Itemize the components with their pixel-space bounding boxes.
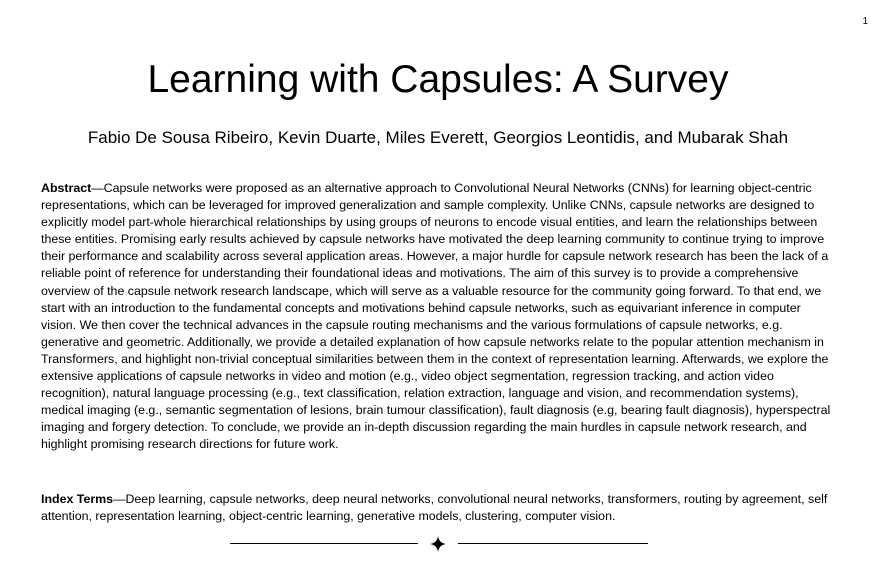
index-terms-label: Index Terms	[41, 492, 114, 506]
section-divider	[230, 534, 648, 554]
author-list: Fabio De Sousa Ribeiro, Kevin Duarte, Miles Everett, Georgios Leontidis, and Mubarak Shah	[87, 128, 789, 147]
index-terms-paragraph	[41, 491, 834, 525]
diamond-ornament-icon	[428, 534, 448, 554]
abstract-paragraph	[41, 180, 834, 454]
abstract-label: Abstract	[41, 181, 92, 195]
page-number: 1	[862, 16, 868, 27]
divider-line-left	[230, 543, 418, 544]
index-terms-text: —Deep learning, capsule networks, deep neural networks, convolutional neural networks, transformers, routing by agreement, self attention, representation learning, object-centric learning, generative models, clustering, computer vision.	[41, 492, 828, 524]
paper-title: Learning with Capsules: A Survey	[147, 58, 729, 101]
abstract-text: —Capsule networks were proposed as an alternative approach to Convolutional Neural Networks (CNNs) for learning object-centric representations, which can be leveraged for improved generalization and sample complexity. Unlike CNNs, capsule networks are designed to explicitly model part-whole hierarchical relationships by using groups of neurons to encode visual entities, and learn the relationships between these entities. Promising early results achieved by capsule networks have motivated the deep learning community to continue trying to improve their performance and scalability across several application areas. However, a major hurdle for capsule network research has been the lack of a reliable point of reference for understanding their foundational ideas and motivations. The aim of this survey is to provide a comprehensive overview of the capsule network research landscape, which will serve as a valuable resource for the community going forward. To that end, we start with an introduction to the fundamental concepts and motivations behind capsule networks, such as equivariant inference in computer vision. We then cover the technical advances in the capsule routing mechanisms and the various formulations of capsule networks, e.g. generative and geometric. Additionally, we provide a detailed explanation of how capsule networks relate to the popular attention mechanism in Transformers, and highlight non-trivial conceptual similarities between them in the context of representation learning. Afterwards, we explore the extensive applications of capsule networks in video and motion (e.g., video object segmentation, regression tracking, and action video recognition), natural language processing (e.g., text classification, relation extraction, language and vision, and recommendation systems), medical imaging (e.g., semantic segmentation of lesions, brain tumour classification), fault diagnosis (e.g, bearing fault diagnosis), hyperspectral imaging and forgery detection. To conclude, we provide an in-depth discussion regarding the main hurdles in capsule network research, and highlight promising research directions for future work.	[41, 181, 831, 452]
divider-line-right	[458, 543, 648, 544]
